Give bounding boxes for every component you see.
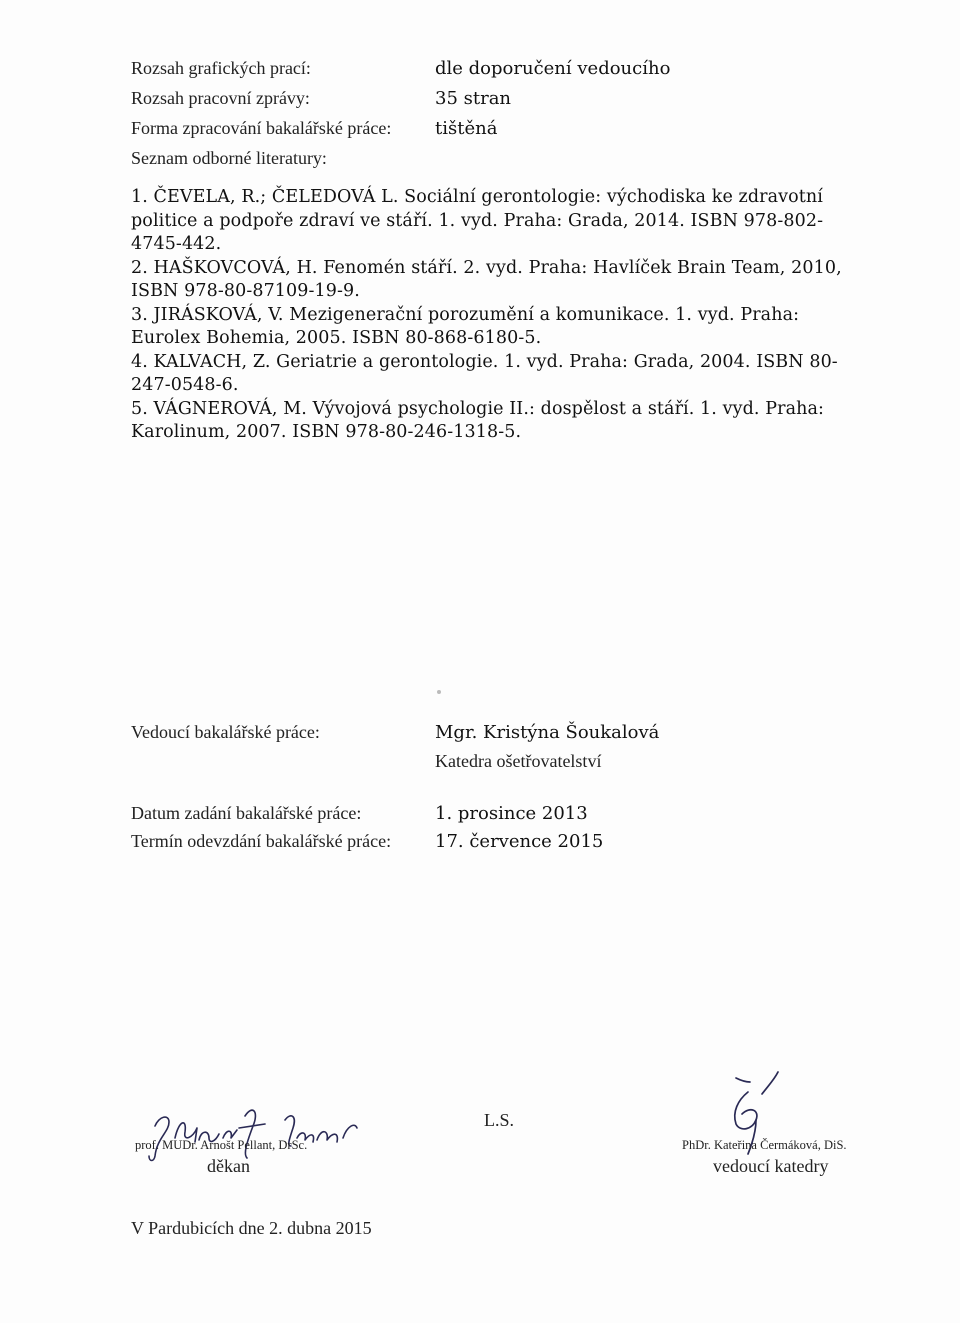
thesis-form-value: tištěná: [435, 118, 498, 139]
report-scope-value: 35 stran: [435, 88, 512, 109]
speck: [437, 690, 441, 694]
dean-name: prof. MUDr. Arnošt Pellant, DrSc.: [135, 1138, 308, 1152]
literature-item: 1. ČEVELA, R.; ČELEDOVÁ L. Sociální gerontologie: východiska ke zdravotní politice a podpoře zdraví ve stáří. 1. vyd. Praha: Grada, 2014. ISBN 978-802-4745-442.: [131, 187, 824, 254]
literature-label: Seznam odborné literatury:: [131, 148, 327, 168]
assignment-date-label: Datum zadání bakalářské práce:: [131, 803, 362, 823]
seal-placeholder: L.S.: [484, 1110, 515, 1130]
literature-item: 4. KALVACH, Z. Geriatrie a gerontologie. 1. vyd. Praha: Grada, 2004. ISBN 80-247-0548-6.: [131, 351, 838, 395]
graphics-scope-value: dle doporučení vedoucího: [435, 58, 671, 79]
literature-item: 3. JIRÁSKOVÁ, V. Mezigenerační porozumění a komunikace. 1. vyd. Praha: Eurolex Bohemia, 2005. ISBN 80-868-6180-5.: [131, 304, 800, 348]
dean-role: děkan: [207, 1156, 250, 1176]
report-scope-label: Rozsah pracovní zprávy:: [131, 88, 310, 108]
head-name: PhDr. Kateřina Čermáková, DiS.: [682, 1138, 847, 1152]
head-role: vedoucí katedry: [713, 1156, 829, 1176]
thesis-form-label: Forma zpracování bakalářské práce:: [131, 118, 392, 138]
dean-signature-icon: [135, 1098, 395, 1168]
assignment-date-value: 1. prosince 2013: [435, 803, 588, 824]
submission-date-value: 17. července 2015: [435, 831, 604, 852]
literature-item: 2. HAŠKOVCOVÁ, H. Fenomén stáří. 2. vyd. Praha: Havlíček Brain Team, 2010, ISBN 978-80-87109-19-9.: [131, 257, 842, 301]
place-and-date: V Pardubicích dne 2. dubna 2015: [131, 1218, 372, 1238]
submission-date-label: Termín odevzdání bakalářské práce:: [131, 831, 392, 851]
graphics-scope-label: Rozsah grafických prací:: [131, 58, 311, 78]
supervisor-label: Vedoucí bakalářské práce:: [131, 722, 320, 742]
literature-item: 5. VÁGNEROVÁ, M. Vývojová psychologie II.: dospělost a stáří. 1. vyd. Praha: Karolinum, 2007. ISBN 978-80-246-1318-5.: [131, 398, 824, 442]
literature-list: [131, 186, 871, 445]
supervisor-name: Mgr. Kristýna Šoukalová: [435, 722, 660, 743]
supervisor-department: Katedra ošetřovatelství: [435, 751, 602, 771]
